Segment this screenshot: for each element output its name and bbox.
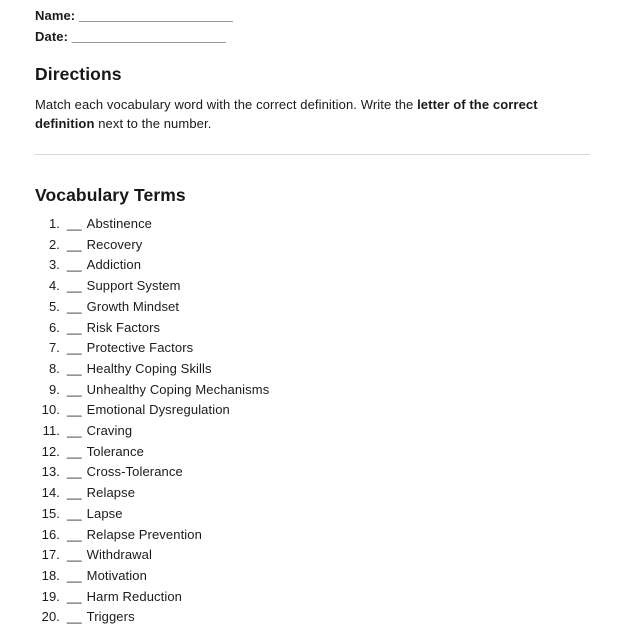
item-number: 18.	[41, 567, 60, 583]
item-number: 19.	[41, 588, 60, 604]
item-answer-blank: __	[67, 340, 82, 356]
item-number: 5.	[48, 298, 60, 314]
item-answer-blank: __	[67, 567, 82, 583]
item-term: Unhealthy Coping Mechanisms	[86, 381, 270, 397]
item-number: 9.	[48, 381, 60, 397]
vocabulary-item	[35, 587, 590, 608]
item-number: 4.	[48, 278, 60, 294]
vocabulary-item	[35, 462, 590, 483]
item-number: 16.	[41, 526, 60, 542]
item-answer-blank: __	[67, 278, 82, 294]
vocabulary-item	[35, 235, 590, 256]
item-number: 7.	[48, 340, 60, 356]
item-number: 11.	[42, 423, 60, 439]
item-term: Growth Mindset	[86, 298, 180, 314]
vocabulary-item	[35, 525, 590, 546]
item-number: 8.	[48, 360, 60, 376]
item-number: 20.	[41, 609, 60, 625]
item-number: 3.	[48, 257, 60, 273]
item-number: 12.	[41, 443, 60, 459]
item-term: Relapse Prevention	[86, 526, 202, 542]
vocabulary-item	[35, 504, 590, 525]
item-term: Tolerance	[86, 443, 144, 459]
item-answer-blank: __	[67, 443, 82, 459]
item-answer-blank: __	[67, 298, 82, 314]
vocabulary-item	[35, 545, 590, 566]
vocabulary-item	[35, 359, 590, 380]
section-divider	[35, 154, 590, 155]
item-answer-blank: __	[67, 381, 82, 397]
directions-text-after: next to the number.	[94, 116, 212, 131]
vocabulary-item	[35, 442, 590, 463]
item-term: Relapse	[86, 485, 136, 501]
item-answer-blank: __	[67, 402, 82, 418]
item-answer-blank: __	[67, 588, 82, 604]
item-term: Support System	[86, 278, 181, 294]
name-line	[35, 6, 590, 27]
item-term: Lapse	[86, 505, 123, 521]
item-term: Craving	[86, 423, 133, 439]
vocabulary-item	[35, 255, 590, 276]
item-term: Harm Reduction	[86, 588, 182, 604]
item-term: Emotional Dysregulation	[86, 402, 230, 418]
vocabulary-item	[35, 400, 590, 421]
item-number: 15.	[41, 505, 60, 521]
item-answer-blank: __	[67, 216, 82, 231]
vocabulary-item	[35, 318, 590, 339]
date-blank-line: _____________________	[71, 28, 226, 44]
item-term: Addiction	[86, 257, 142, 273]
item-number: 1.	[48, 216, 60, 231]
vocabulary-heading: Vocabulary Terms	[35, 185, 186, 205]
name-label: Name:	[35, 8, 76, 23]
date-label: Date:	[35, 28, 69, 44]
item-term: Protective Factors	[86, 340, 194, 356]
vocabulary-item	[35, 380, 590, 401]
item-answer-blank: __	[67, 257, 82, 273]
item-answer-blank: __	[67, 319, 82, 335]
item-term: Cross-Tolerance	[86, 464, 183, 480]
item-answer-blank: __	[67, 547, 82, 563]
name-blank-line: _____________________	[78, 8, 233, 23]
item-number: 2.	[48, 236, 60, 252]
item-number: 13.	[41, 464, 60, 480]
item-number: 14.	[41, 485, 60, 501]
vocabulary-item	[35, 297, 590, 318]
directions-text-bold: letter of the correct definition	[35, 97, 538, 131]
date-line	[35, 27, 590, 48]
directions-text-before: Match each vocabulary word with the correct definition. Write the	[35, 97, 418, 112]
item-number: 10.	[41, 402, 60, 418]
item-answer-blank: __	[67, 236, 82, 252]
vocabulary-item	[35, 483, 590, 504]
directions-heading: Directions	[35, 64, 122, 84]
item-number: 6.	[48, 319, 60, 335]
vocabulary-item	[35, 421, 590, 442]
item-term: Healthy Coping Skills	[86, 360, 212, 376]
item-answer-blank: __	[67, 464, 82, 480]
vocabulary-list	[35, 214, 590, 628]
item-answer-blank: __	[67, 423, 82, 439]
item-answer-blank: __	[67, 485, 82, 501]
item-answer-blank: __	[67, 526, 82, 542]
item-term: Motivation	[86, 567, 147, 583]
item-term: Recovery	[86, 236, 143, 252]
item-term: Risk Factors	[86, 319, 161, 335]
vocabulary-item	[35, 214, 590, 235]
vocabulary-item	[35, 276, 590, 297]
directions-text	[35, 95, 583, 133]
item-answer-blank: __	[67, 360, 82, 376]
item-term: Triggers	[86, 609, 135, 625]
item-answer-blank: __	[67, 609, 82, 625]
item-number: 17.	[41, 547, 60, 563]
item-term: Abstinence	[86, 216, 152, 231]
item-term: Withdrawal	[86, 547, 152, 563]
vocabulary-item	[35, 566, 590, 587]
item-answer-blank: __	[67, 505, 82, 521]
vocabulary-item	[35, 338, 590, 359]
vocabulary-item	[35, 607, 590, 628]
